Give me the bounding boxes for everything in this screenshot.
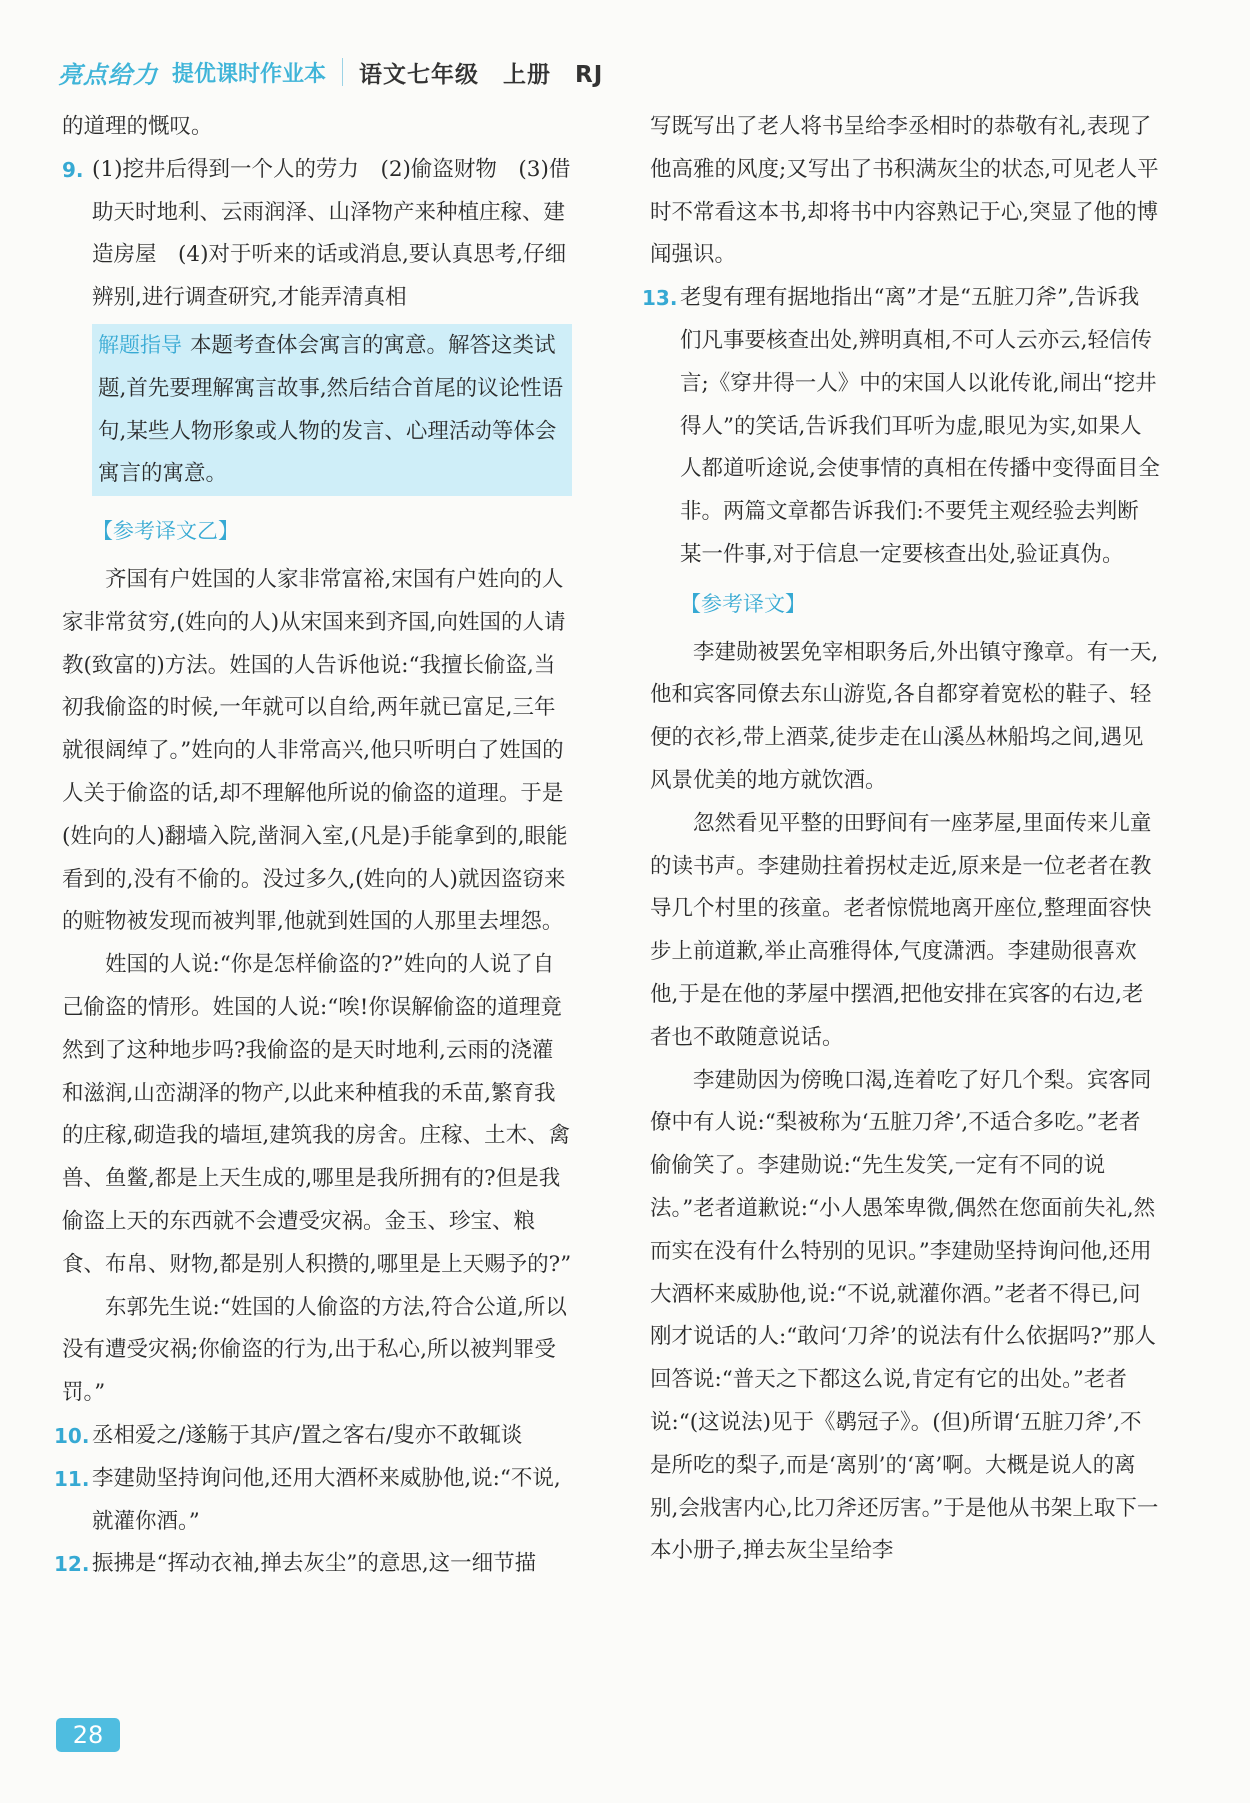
answer-11 (54, 1458, 572, 1544)
guide-text: 本题考查体会寓言的寓意。解答这类试题,首先要理解寓言故事,然后结合首尾的议论性语句,某些人物形象或人物的发言、心理活动等体会寓言的寓意。 (98, 332, 564, 487)
answer-text: 振拂是“挥动衣袖,掸去灰尘”的意思,这一细节描 (92, 1551, 537, 1577)
answer-9 (62, 149, 572, 320)
translation-paragraph: 李建勋被罢免宰相职务后,外出镇守豫章。有一天,他和宾客同僚去东山游览,各自都穿着宽松的鞋子、轻便的衣衫,带上酒菜,徒步走在山溪丛林船坞之间,遇见风景优美的地方就饮酒。 (650, 639, 1159, 793)
answer-10 (54, 1415, 572, 1458)
page-header (58, 52, 603, 92)
translation-paragraph: 姓国的人说:“你是怎样偷盗的?”姓向的人说了自己偷盗的情形。姓国的人说:“唉!你误解偷盗的道理竟然到了这种地步吗?我偷盗的是天时地利,云雨的浇灌和滋润,山峦湖泽的物产,以此来种植我的禾苗,繁育我的庄稼,砌造我的墙垣,建筑我的房舍。庄稼、土木、禽兽、鱼鳖,都是上天生成的,哪里是我所拥有的?但是我偷盗上天的东西就不会遭受灾祸。金玉、珍宝、粮食、布帛、财物,都是别人积攒的,哪里是上天赐予的?” (62, 952, 572, 1277)
answer-number: 13. (642, 286, 678, 311)
guide-label: 解题指导 (98, 332, 182, 357)
translation-label: 【参考译文】 (680, 591, 806, 616)
answer-13 (642, 277, 1160, 577)
answer-number: 11. (54, 1466, 90, 1491)
answer-text: 老叟有理有据地指出“离”才是“五脏刀斧”,告诉我们凡事要核查出处,辨明真相,不可人云亦云,轻信传言;《穿井得一人》中的宋国人以讹传讹,闹出“挖井得人”的笑话,告诉我们耳听为虚,眼见为实,如果人人都道听途说,会使事情的真相在传播中变得面目全非。两篇文章都告诉我们:不要凭主观经验去判断某一件事,对于信息一定要核查出处,验证真伪。 (680, 285, 1160, 567)
continued-text: 写既写出了老人将书呈给李丞相时的恭敬有礼,表现了他高雅的风度;又写出了书积满灰尘的状态,可见老人平时不常看这本书,却将书中内容熟记于心,突显了他的博闻强识。 (650, 114, 1159, 268)
answer-text: (1)挖井后得到一个人的劳力 (2)偷盗财物 (3)借助天时地利、云雨润泽、山泽物产来种植庄稼、建造房屋 (4)对于听来的话或消息,要认真思考,仔细辨别,进行调查研究,才能弄清真相 (92, 156, 571, 311)
continued-text: 的道理的慨叹。 (62, 114, 213, 139)
answer-text: 李建勋坚持询问他,还用大酒杯来威胁他,说:“不说,就灌你酒。” (92, 1465, 561, 1534)
answer-number: 9. (62, 157, 84, 182)
brand-logo: 亮点给力 (58, 60, 158, 89)
book-subtitle: 提优课时作业本 (172, 61, 327, 87)
translation-label: 【参考译文乙】 (92, 519, 239, 544)
right-column (642, 106, 1160, 1573)
answer-text: 丞相爱之/遂觞于其庐/置之客右/叟亦不敢辄谈 (92, 1422, 523, 1448)
translation-paragraph: 忽然看见平整的田野间有一座茅屋,里面传来儿童的读书声。李建勋拄着拐杖走近,原来是一位老者在教导几个村里的孩童。老者惊慌地离开座位,整理面容快步上前道歉,举止高雅得体,气度潇洒。李建勋很喜欢他,于是在他的茅屋中摆酒,把他安排在宾客的右边,老者也不敢随意说话。 (650, 810, 1152, 1050)
answer-number: 12. (54, 1552, 90, 1577)
answer-12 (54, 1543, 572, 1586)
translation-paragraph: 齐国有户姓国的人家非常富裕,宋国有户姓向的人家非常贫穷,(姓向的人)从宋国来到齐国,向姓国的人请教(致富的)方法。姓国的人告诉他说:“我擅长偷盗,当初我偷盗的时候,一年就可以自给,两年就已富足,三年就很阔绰了。”姓向的人非常高兴,他只听明白了姓国的人关于偷盗的话,却不理解他所说的偷盗的道理。于是(姓向的人)翻墙入院,凿洞入室,(凡是)手能拿到的,眼能看到的,没有不偷的。没过多久,(姓向的人)就因盗窃来的赃物被发现而被判罪,他就到姓国的人那里去埋怨。 (62, 566, 568, 935)
course-title: 语文七年级 上册 RJ (359, 61, 604, 88)
answer-number: 10. (54, 1423, 90, 1448)
left-column (54, 106, 572, 1586)
translation-paragraph: 李建勋因为傍晚口渴,连着吃了好几个梨。宾客同僚中有人说:“梨被称为‘五脏刀斧’,不适合多吃。”老者偷偷笑了。李建勋说:“先生发笑,一定有不同的说法。”老者道歉说:“小人愚笨卑微,偶然在您面前失礼,然而实在没有什么特别的见识。”李建勋坚持询问他,还用大酒杯来威胁他,说:“不说,就灌你酒。”老者不得已,问刚才说话的人:“敢问‘刀斧’的说法有什么依据吗?”那人回答说:“普天之下都这么说,肯定有它的出处。”老者说:“(这说法)见于《鹖冠子》。(但)所谓‘五脏刀斧’,不是所吃的梨子,而是‘离别’的‘离’啊。大概是说人的离别,会戕害内心,比刀斧还厉害。”于是他从书架上取下一本小册子,掸去灰尘呈给李 (650, 1067, 1159, 1564)
translation-paragraph: 东郭先生说:“姓国的人偷盗的方法,符合公道,所以没有遭受灾祸;你偷盗的行为,出于私心,所以被判罪受罚。” (62, 1294, 567, 1406)
page-number: 28 (56, 1718, 120, 1752)
solution-guide (92, 324, 572, 496)
header-divider (342, 58, 343, 86)
